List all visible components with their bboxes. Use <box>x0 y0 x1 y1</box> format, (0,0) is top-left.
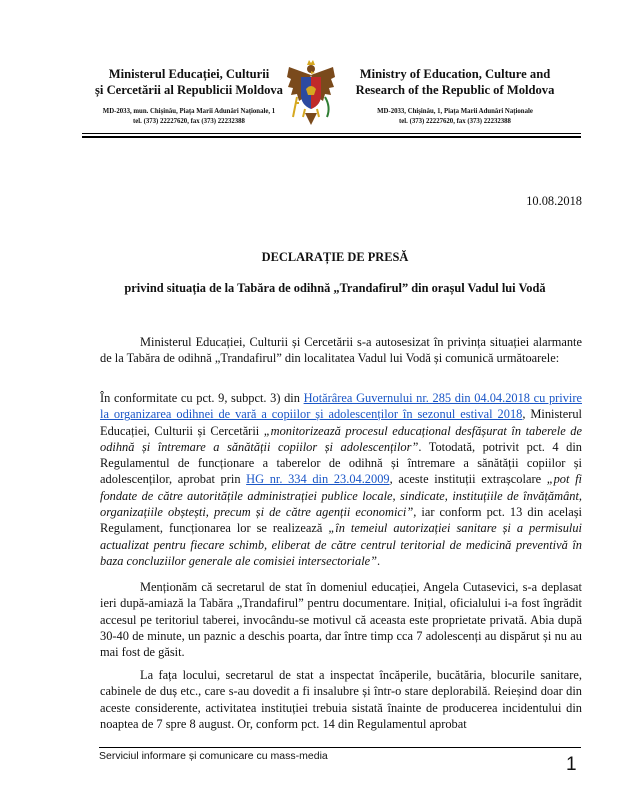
header-divider-bottom <box>82 136 581 138</box>
ministry-header-romanian <box>74 66 304 127</box>
ministry-name-en-line2: Research of the Republic of Moldova <box>355 83 555 97</box>
ministry-phone-ro: tel. (373) 22227620, fax (373) 22232388 <box>133 118 245 125</box>
ministry-phone-en: tel. (373) 22227620, fax (373) 22232388 <box>399 118 511 125</box>
ministry-name-en-line1: Ministry of Education, Culture and <box>359 67 551 81</box>
header-divider-top <box>82 133 581 134</box>
government-decision-334-link[interactable]: HG nr. 334 din 23.04.2009 <box>246 472 390 487</box>
paragraph-4: La fața locului, secretarul de stat a inspectat încăperile, bucătăria, blocurile sanitare, cabinele de duș etc., care s-au dovedit a fi insalubre și într-o stare deplorabilă. Reieșind doar din aceste considerente, activitatea instituției trebuia sistată înainte de producerea incidentului din noaptea de 7 spre 8 august. Or, conform pct. 14 din Regulamentul aprobat <box>100 668 582 731</box>
footer-divider <box>99 747 581 748</box>
paragraph-1: Ministerul Educației, Culturii și Cercetării s-a autosesizat în privința situației alarmante de la Tabăra de odihnă „Trandafirul” din localitatea Vadul lui Vodă și comunică următoarele: <box>100 335 582 366</box>
document-date: 10.08.2018 <box>526 194 582 208</box>
paragraph-2: În conformitate cu pct. 9, subpct. 3) din Hotărârea Guvernului nr. 285 din 04.04.2018 cu privire la organizarea odihnei de vară a copiilor și adolescenților în sezonul estival 2018, Ministerul Educației, Culturii și Cercetării „monitorizează procesul educațional desfășurat în taberele de odihnă și întremare a sănătății copiilor și adolescenților”. Totodată, potrivit pct. 4 din Regulamentul de funcționare a taberelor de odihnă și întremare a sănătății copiilor și adolescenților, aprobat prin HG nr. 334 din 23.04.2009, aceste instituții extrașcolare „pot fi fondate de către autoritățile administrației publice locale, sindicate, instituțiile de învățământ, organizațiile obștești, precum și de către agenții economici”, iar conform pct. 13 din același Regulament, funcționarea lor se realizează „în temeiul autorizației sanitare și a permisului actualizat pentru fiecare schimb, eliberat de către centrul teritorial de medicină preventivă în baza concluziilor generale ale comisiei intersectoriale”. <box>100 391 583 568</box>
ministry-name-ro-line1: Ministerul Educației, Culturii <box>108 67 270 81</box>
ministry-address-ro: MD-2033, mun. Chișinău, Piața Marii Adunări Naționale, 1 <box>102 108 276 115</box>
moldova-coat-of-arms-icon <box>285 57 337 127</box>
ministry-name-ro-line2: și Cercetării al Republicii Moldova <box>95 83 283 97</box>
footer-text: Serviciul informare și comunicare cu mass-media <box>99 750 328 762</box>
government-decision-285-link[interactable]: Hotărârea Guvernului nr. 285 din 04.04.2018 cu privire la organizarea odihnei de vară a copiilor și adolescenților în sezonul estival 2018 <box>100 391 582 422</box>
document-title: DECLARAȚIE DE PRESĂ <box>261 250 409 264</box>
paragraph-3: Menționăm că secretarul de stat în domeniul educației, Angela Cutasevici, s-a deplasat ieri după-amiază la Tabăra „Trandafirul” pentru documentare. Inițial, oficialului i-a fost îngrădit accesul pe teritoriul taberei, invocându-se motivul că aceasta este proprietate privată. Abia după 30-40 de minute, un paznic a deschis poarta, dar între timp cca 7 adolescenți au dispărut și nu au mai fost de găsit. <box>100 580 582 660</box>
document-subtitle: privind situația de la Tabăra de odihnă „Trandafirul” din orașul Vadul lui Vodă <box>124 281 546 295</box>
page-number: 1 <box>566 754 577 775</box>
ministry-header-english <box>340 66 570 127</box>
ministry-address-en: MD-2033, Chișinău, 1, Piața Marii Adunări Naționale <box>377 108 533 115</box>
